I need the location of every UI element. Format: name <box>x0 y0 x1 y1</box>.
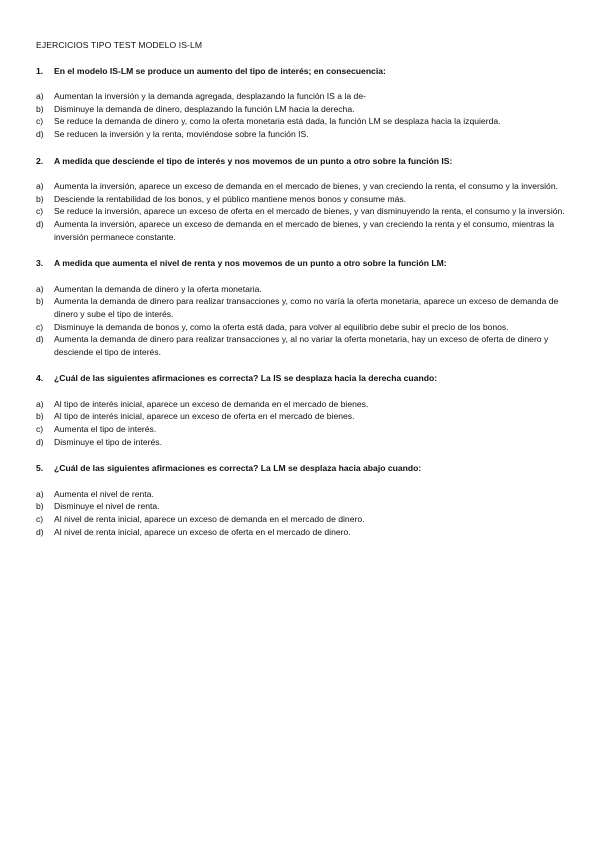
option-text: Al tipo de interés inicial, aparece un exceso de oferta en el mercado de bienes. <box>54 411 355 422</box>
question-text: En el modelo IS-LM se produce un aumento del tipo de interés; en consecuencia: <box>54 65 386 76</box>
document-page <box>36 39 566 552</box>
option-letter: b) <box>36 411 44 422</box>
question-4 <box>36 372 566 448</box>
option-text: Aumentan la inversión y la demanda agregada, desplazando la función IS a la de- <box>54 91 366 102</box>
option-letter: a) <box>36 91 44 102</box>
option-letter: c) <box>36 514 44 525</box>
question-text: A medida que aumenta el nivel de renta y nos movemos de un punto a otro sobre la función LM: <box>54 258 447 269</box>
option-text: Desciende la rentabilidad de los bonos, y el público mantiene menos bonos y consume más. <box>54 193 407 204</box>
option-text: Disminuye la demanda de dinero, desplazando la función LM hacia la derecha. <box>54 103 355 114</box>
answer-option <box>36 193 566 206</box>
question-heading <box>36 462 566 475</box>
answer-option <box>36 513 566 526</box>
option-letter: c) <box>36 424 44 435</box>
option-text: Se reduce la demanda de dinero y, como la oferta monetaria está dada, la función LM se desplaza hacia la izquierda. <box>54 116 501 127</box>
option-letter: c) <box>36 321 44 332</box>
question-heading <box>36 65 566 78</box>
option-text: Se reducen la inversión y la renta, moviéndose sobre la función IS. <box>54 128 309 139</box>
answer-option <box>36 488 566 501</box>
option-text: Disminuye la demanda de bonos y, como la oferta está dada, para volver al equilibrio debe subir el precio de los bonos. <box>54 321 509 332</box>
answer-option <box>36 423 566 436</box>
option-letter: b) <box>36 296 44 307</box>
answer-option <box>36 90 566 103</box>
question-heading <box>36 155 566 168</box>
answer-option <box>36 180 566 193</box>
option-letter: a) <box>36 488 44 499</box>
document-title: EJERCICIOS TIPO TEST MODELO IS-LM <box>36 40 203 50</box>
option-letter: b) <box>36 103 44 114</box>
question-heading <box>36 372 566 385</box>
question-list <box>36 65 566 539</box>
answer-option <box>36 115 566 128</box>
option-text: Aumenta la demanda de dinero para realizar transacciones y, como no varía la oferta monetaria, aparece un exceso de demanda de dinero y sube el tipo de interés. <box>54 296 559 319</box>
option-text: Al tipo de interés inicial, aparece un exceso de demanda en el mercado de bienes. <box>54 398 369 409</box>
option-letter: b) <box>36 501 44 512</box>
option-text: Se reduce la inversión, aparece un exceso de oferta en el mercado de bienes, y van disminuyendo la renta, el consumo y la inversión. <box>54 206 565 217</box>
option-letter: c) <box>36 116 44 127</box>
question-number: 4. <box>36 373 44 384</box>
option-letter: a) <box>36 398 44 409</box>
option-text: Aumenta el tipo de interés. <box>54 424 157 435</box>
option-letter: a) <box>36 181 44 192</box>
answer-option <box>36 410 566 423</box>
answer-option <box>36 295 566 320</box>
option-text: Al nivel de renta inicial, aparece un exceso de oferta en el mercado de dinero. <box>54 526 351 537</box>
question-heading <box>36 257 566 270</box>
option-text: Disminuye el tipo de interés. <box>54 436 162 447</box>
option-text: Aumenta la demanda de dinero para realizar transacciones y, al no variar la oferta monetaria, hay un exceso de oferta de dinero y desciende el tipo de interés. <box>54 334 549 357</box>
answer-option <box>36 218 566 243</box>
option-text: Aumentan la demanda de dinero y la oferta monetaria. <box>54 283 262 294</box>
question-number: 2. <box>36 155 44 166</box>
option-text: Aumenta el nivel de renta. <box>54 488 154 499</box>
answer-option <box>36 333 566 358</box>
option-letter: b) <box>36 193 44 204</box>
answer-option <box>36 205 566 218</box>
option-text: Disminuye el nivel de renta. <box>54 501 160 512</box>
question-5 <box>36 462 566 538</box>
option-text: Al nivel de renta inicial, aparece un exceso de demanda en el mercado de dinero. <box>54 514 365 525</box>
question-number: 3. <box>36 258 44 269</box>
option-letter: d) <box>36 334 44 345</box>
question-2 <box>36 155 566 244</box>
question-1 <box>36 65 566 141</box>
answer-option <box>36 500 566 513</box>
option-letter: c) <box>36 206 44 217</box>
question-text: ¿Cuál de las siguientes afirmaciones es correcta? La IS se desplaza hacia la derecha cuando: <box>54 373 438 384</box>
option-letter: d) <box>36 218 44 229</box>
answer-option <box>36 436 566 449</box>
answer-option <box>36 398 566 411</box>
option-letter: a) <box>36 283 44 294</box>
option-letter: d) <box>36 526 44 537</box>
answer-option <box>36 526 566 539</box>
option-text: Aumenta la inversión, aparece un exceso de demanda en el mercado de bienes, y van creciendo la renta, el consumo y la inversión. <box>54 181 558 192</box>
option-letter: d) <box>36 436 44 447</box>
answer-option <box>36 128 566 141</box>
question-3 <box>36 257 566 358</box>
answer-option <box>36 321 566 334</box>
question-number: 1. <box>36 65 44 76</box>
question-number: 5. <box>36 463 44 474</box>
option-letter: d) <box>36 128 44 139</box>
question-text: ¿Cuál de las siguientes afirmaciones es correcta? La LM se desplaza hacia abajo cuando: <box>54 463 422 474</box>
question-text: A medida que desciende el tipo de interés y nos movemos de un punto a otro sobre la función IS: <box>54 155 453 166</box>
answer-option <box>36 103 566 116</box>
option-text: Aumenta la inversión, aparece un exceso de demanda en el mercado de bienes, y van creciendo la renta y el consumo, mientras la inversión permanece constante. <box>54 218 555 242</box>
answer-option <box>36 283 566 296</box>
